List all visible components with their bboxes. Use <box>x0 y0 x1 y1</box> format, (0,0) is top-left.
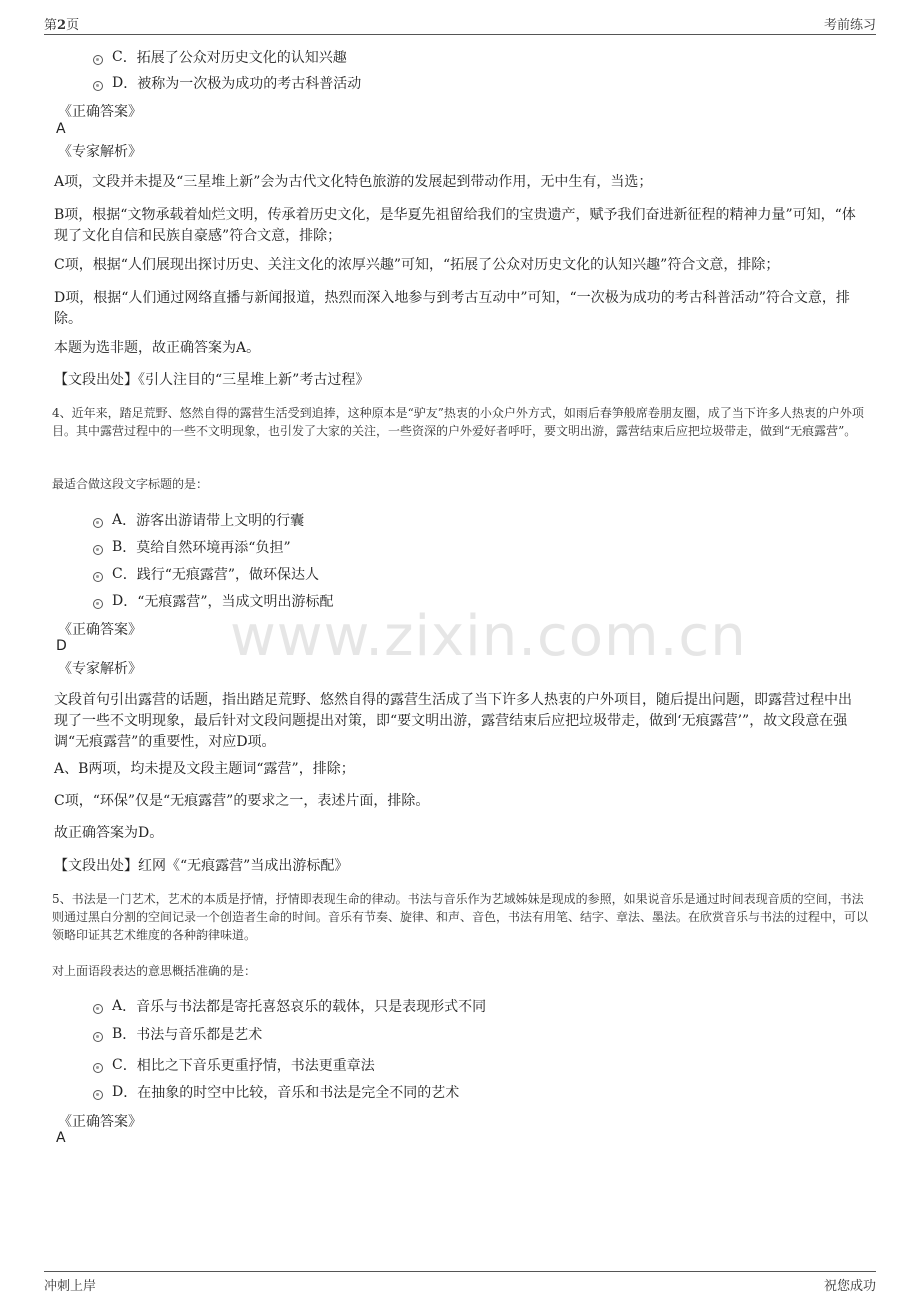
radio-icon[interactable] <box>93 1032 103 1042</box>
q4-option-d[interactable]: D ． “无痕露营”，当成文明出游标配 <box>93 591 334 611</box>
q4-analysis-label: 《专家解析》 <box>58 661 142 677</box>
q5-option-c[interactable]: C ． 相比之下音乐更重抒情，书法更重章法 <box>93 1055 375 1075</box>
radio-icon[interactable] <box>93 55 103 65</box>
q5-option-b[interactable]: B ． 书法与音乐都是艺术 <box>93 1024 262 1044</box>
q4-stem: 4、近年来，踏足荒野、悠然自得的露营生活受到追捧，这种原本是“驴友”热衷的小众户外方式，如雨后春笋般席卷朋友圈，成了当下许多人热衷的户外项目。其中露营过程中的一些不文明现象，也引发了大家的关注，一些资深的户外爱好者呼吁，要文明出游，露营结束后应把垃圾带走，做到“无痕露营”。 <box>52 406 864 438</box>
q3-option-c[interactable]: C ． 拓展了公众对历史文化的认知兴趣 <box>93 47 347 67</box>
q5-answer-label: 《正确答案》 <box>58 1114 142 1130</box>
footer-left: 冲刺上岸 <box>44 1279 97 1294</box>
radio-icon[interactable] <box>93 1063 103 1073</box>
radio-icon[interactable] <box>93 1090 103 1100</box>
page-header <box>44 14 876 35</box>
q5-question: 对上面语段表达的意思概括准确的是： <box>52 964 257 978</box>
q4-option-a[interactable]: A ． 游客出游请带上文明的行囊 <box>93 510 304 530</box>
q4-source: 【文段出处】红网《“无痕露营”当成出游标配》 <box>54 858 349 874</box>
radio-icon[interactable] <box>93 545 103 555</box>
radio-icon[interactable] <box>93 599 103 609</box>
header-title: 考前练习 <box>823 18 876 33</box>
radio-icon[interactable] <box>93 1004 103 1014</box>
q5-option-a[interactable]: A ． 音乐与书法都是寄托喜怒哀乐的载体，只是表现形式不同 <box>93 996 486 1016</box>
q3-source: 【文段出处】《引人注目的“三星堆上新”考古过程》 <box>54 372 370 388</box>
q4-answer: D <box>56 638 67 654</box>
q4-analysis-c: C项，“环保”仅是“无痕露营”的要求之一，表述片面，排除。 <box>54 793 430 809</box>
q3-option-d[interactable]: D ． 被称为一次极为成功的考古科普活动 <box>93 73 361 93</box>
q4-analysis-main: 文段首句引出露营的话题，指出踏足荒野、悠然自得的露营生活成了当下许多人热衷的户外项目，随后提出问题，即露营过程中出现了一些不文明现象，最后针对文段问题提出对策，即“要文明出游，露营结束后应把垃圾带走，做到‘无痕露营’”，故文段意在强调“无痕露营”的重要性，对应D项。 <box>54 692 852 750</box>
q3-answer: A <box>56 121 66 137</box>
q3-answer-label: 《正确答案》 <box>58 104 142 120</box>
q3-analysis-a: A项，文段并未提及“三星堆上新”会为古代文化特色旅游的发展起到带动作用，无中生有，当选； <box>54 174 653 190</box>
q3-analysis-c: C项，根据“人们展现出探讨历史、关注文化的浓厚兴趣”可知，“拓展了公众对历史文化的认知兴趣”符合文意，排除； <box>54 257 780 273</box>
radio-icon[interactable] <box>93 81 103 91</box>
watermark: www.zixin.com.cn <box>230 604 747 669</box>
radio-icon[interactable] <box>93 572 103 582</box>
page-number: 第2页 <box>44 18 80 33</box>
q3-analysis-label: 《专家解析》 <box>58 144 142 160</box>
footer-right: 祝您成功 <box>823 1279 876 1294</box>
q5-option-d[interactable]: D ． 在抽象的时空中比较，音乐和书法是完全不同的艺术 <box>93 1082 459 1102</box>
page-footer <box>44 1271 876 1294</box>
q4-question: 最适合做这段文字标题的是： <box>52 477 209 491</box>
q4-option-b[interactable]: B ． 莫给自然环境再添“负担” <box>93 537 291 557</box>
q3-analysis-d: D项，根据“人们通过网络直播与新闻报道，热烈而深入地参与到考古互动中”可知，“一次极为成功的考古科普活动”符合文意，排除。 <box>54 290 850 327</box>
radio-icon[interactable] <box>93 518 103 528</box>
q5-stem: 5、书法是一门艺术，艺术的本质是抒情，抒情即表现生命的律动。书法与音乐作为艺域姊妹是现成的参照，如果说音乐是通过时间表现音质的空间，书法则通过黑白分割的空间记录一个创造者生命的时间。音乐有节奏、旋律、和声、音色，书法有用笔、结字、章法、墨法。在欣赏音乐与书法的过程中，可以领略印证其艺术维度的各种韵律味道。 <box>52 892 869 942</box>
q4-analysis-ab: A、B两项，均未提及文段主题词“露营”，排除； <box>54 761 355 777</box>
q4-conclusion: 故正确答案为D。 <box>54 825 164 841</box>
q4-answer-label: 《正确答案》 <box>58 622 142 638</box>
q5-answer: A <box>56 1130 66 1146</box>
q3-conclusion: 本题为选非题，故正确答案为A。 <box>54 340 261 356</box>
q3-analysis-b: B项，根据“文物承载着灿烂文明，传承着历史文化，是华夏先祖留给我们的宝贵遗产，赋予我们奋进新征程的精神力量”可知，“体现了文化自信和民族自豪感”符合文意，排除； <box>54 207 856 244</box>
q4-option-c[interactable]: C ． 践行“无痕露营”，做环保达人 <box>93 564 319 584</box>
